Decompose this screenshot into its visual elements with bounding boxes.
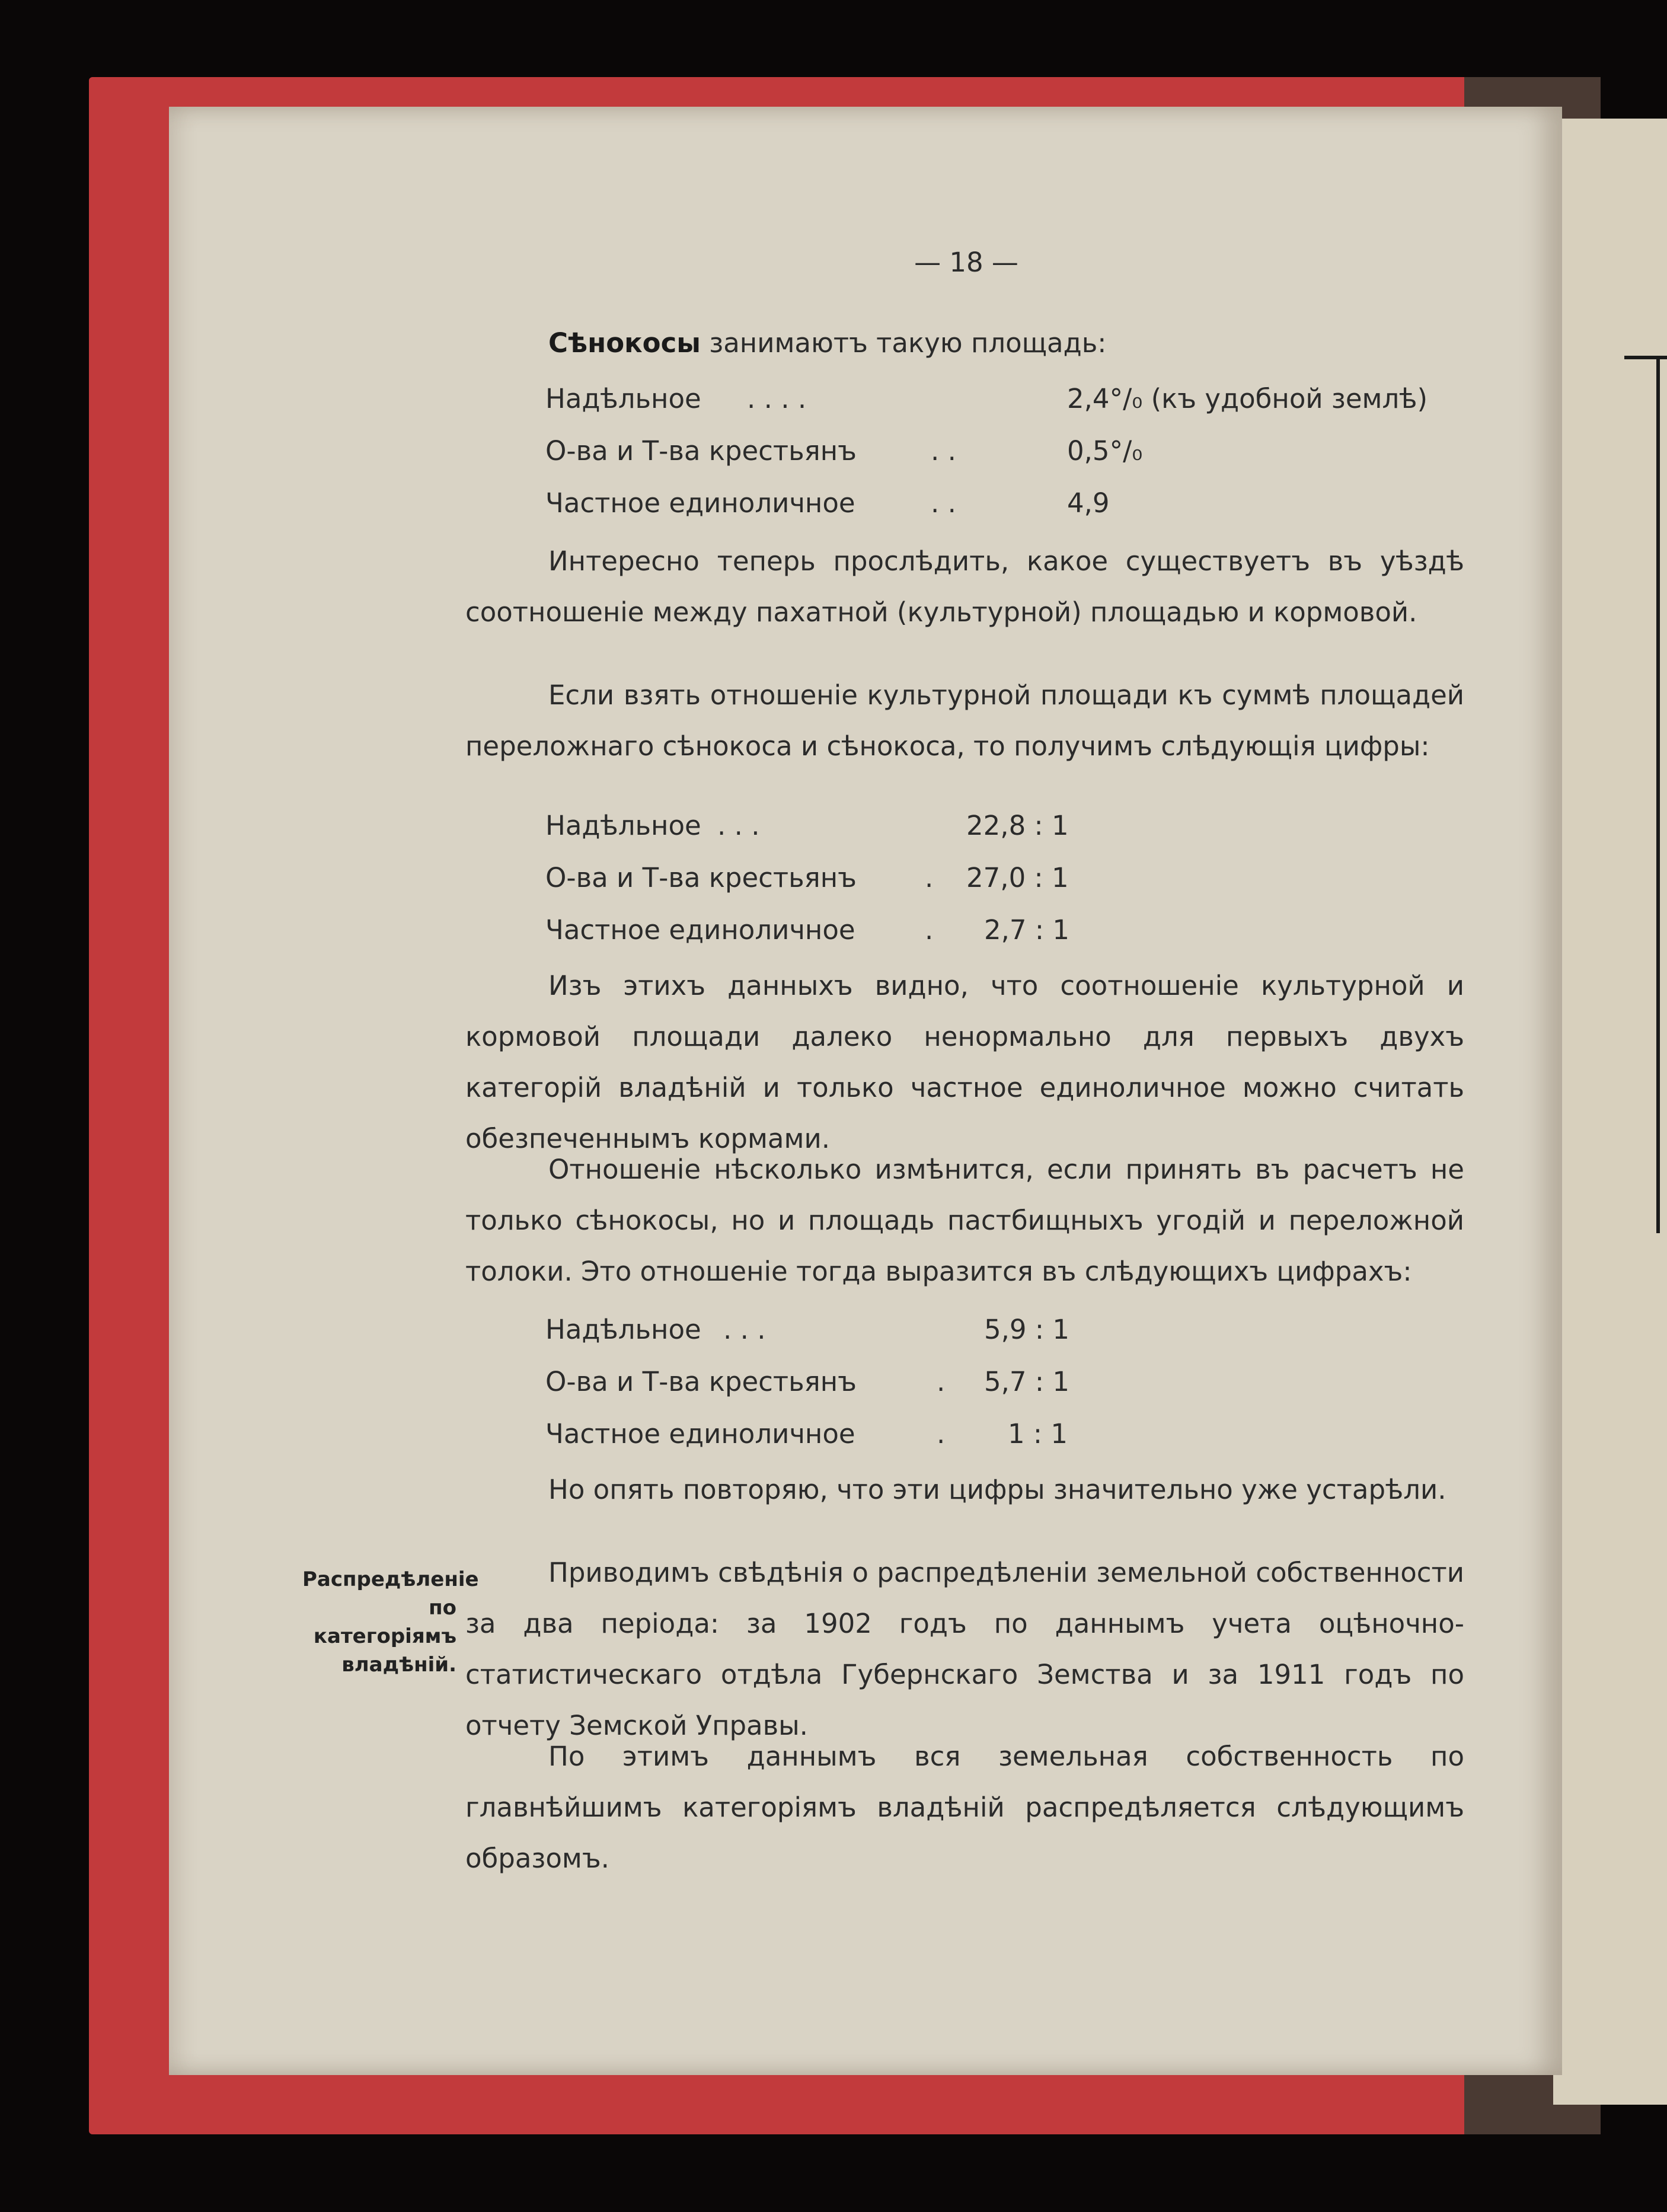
next-page-rule (1624, 356, 1667, 359)
paragraph: Интересно теперь прослѣдить, какое существуетъ въ уѣздѣ соотношеніе между пахатной (культурной) площадью и кормовой. (465, 545, 1464, 628)
paragraph: Изъ этихъ данныхъ видно, что соотношеніе культурной и кормовой площади далеко ненормально для первыхъ двухъ категорій владѣній и только частное единоличное можно считать обезпеченнымъ кормами. (465, 970, 1464, 1154)
row-value: 2,4°/₀ (къ удобной землѣ) (1067, 383, 1428, 414)
row-dots: . . . (717, 810, 760, 841)
row-value: 0,5°/₀ (1067, 435, 1143, 467)
row-dots: . . . (723, 1314, 766, 1345)
row-label: Надѣльное (545, 1314, 701, 1345)
row-label: Надѣльное (545, 383, 701, 414)
margin-note: Распредѣленіе по категоріямъ владѣній. (302, 1568, 479, 1677)
heading-line (465, 318, 1464, 369)
row-dots: . . . . (747, 383, 807, 414)
row-value: 27,0 : 1 (966, 862, 1069, 893)
row-dots: . (925, 914, 934, 946)
next-page-rule-vertical (1656, 356, 1660, 1233)
heading-lead: Сѣнокосы (548, 327, 701, 359)
row-label: Частное единоличное (545, 487, 855, 519)
row-label: О-ва и Т-ва крестьянъ (545, 862, 857, 893)
next-page-edge (1553, 119, 1667, 2105)
row-dots: . (937, 1418, 946, 1450)
row-dots: . (937, 1366, 946, 1397)
paragraph: Приводимъ свѣдѣнія о распредѣленіи земельной собственности за два періода: за 1902 годъ по даннымъ учета оцѣночно-статистическаго отдѣла Губернскаго Земства и за 1911 годъ по отчету Земской Управы. (465, 1557, 1464, 1741)
row-value: 5,7 : 1 (984, 1366, 1069, 1397)
paragraph: По этимъ даннымъ вся земельная собственность по главнѣйшимъ категоріямъ владѣній распредѣляется слѣдующимъ образомъ. (465, 1741, 1464, 1874)
row-dots: . (925, 862, 934, 893)
row-label: Частное единоличное (545, 1418, 855, 1450)
row-label: Частное единоличное (545, 914, 855, 946)
row-label: О-ва и Т-ва крестьянъ (545, 1366, 857, 1397)
heading-rest: занимаютъ такую площадь: (700, 327, 1107, 359)
row-value: 22,8 : 1 (966, 810, 1069, 841)
row-value: 2,7 : 1 (984, 914, 1069, 946)
row-dots: . . (931, 487, 956, 519)
row-value: 5,9 : 1 (984, 1314, 1069, 1345)
row-label: О-ва и Т-ва крестьянъ (545, 435, 857, 467)
row-value: 4,9 (1067, 487, 1110, 519)
row-value: 1 : 1 (1008, 1418, 1068, 1450)
page-number: — 18 — (914, 247, 1018, 278)
paragraph: Если взять отношеніе культурной площади къ суммѣ площадей переложнаго сѣнокоса и сѣнокоса, то получимъ слѣдующія цифры: (465, 679, 1464, 762)
paragraph: Но опять повторяю, что эти цифры значительно уже устарѣли. (548, 1474, 1446, 1505)
paragraph: Отношеніе нѣсколько измѣнится, если принять въ расчетъ не только сѣнокосы, но и площадь пастбищныхъ угодій и переложной толоки. Это отношеніе тогда выразится въ слѣдующихъ цифрахъ: (465, 1154, 1464, 1287)
row-dots: . . (931, 435, 956, 467)
row-label: Надѣльное (545, 810, 701, 841)
